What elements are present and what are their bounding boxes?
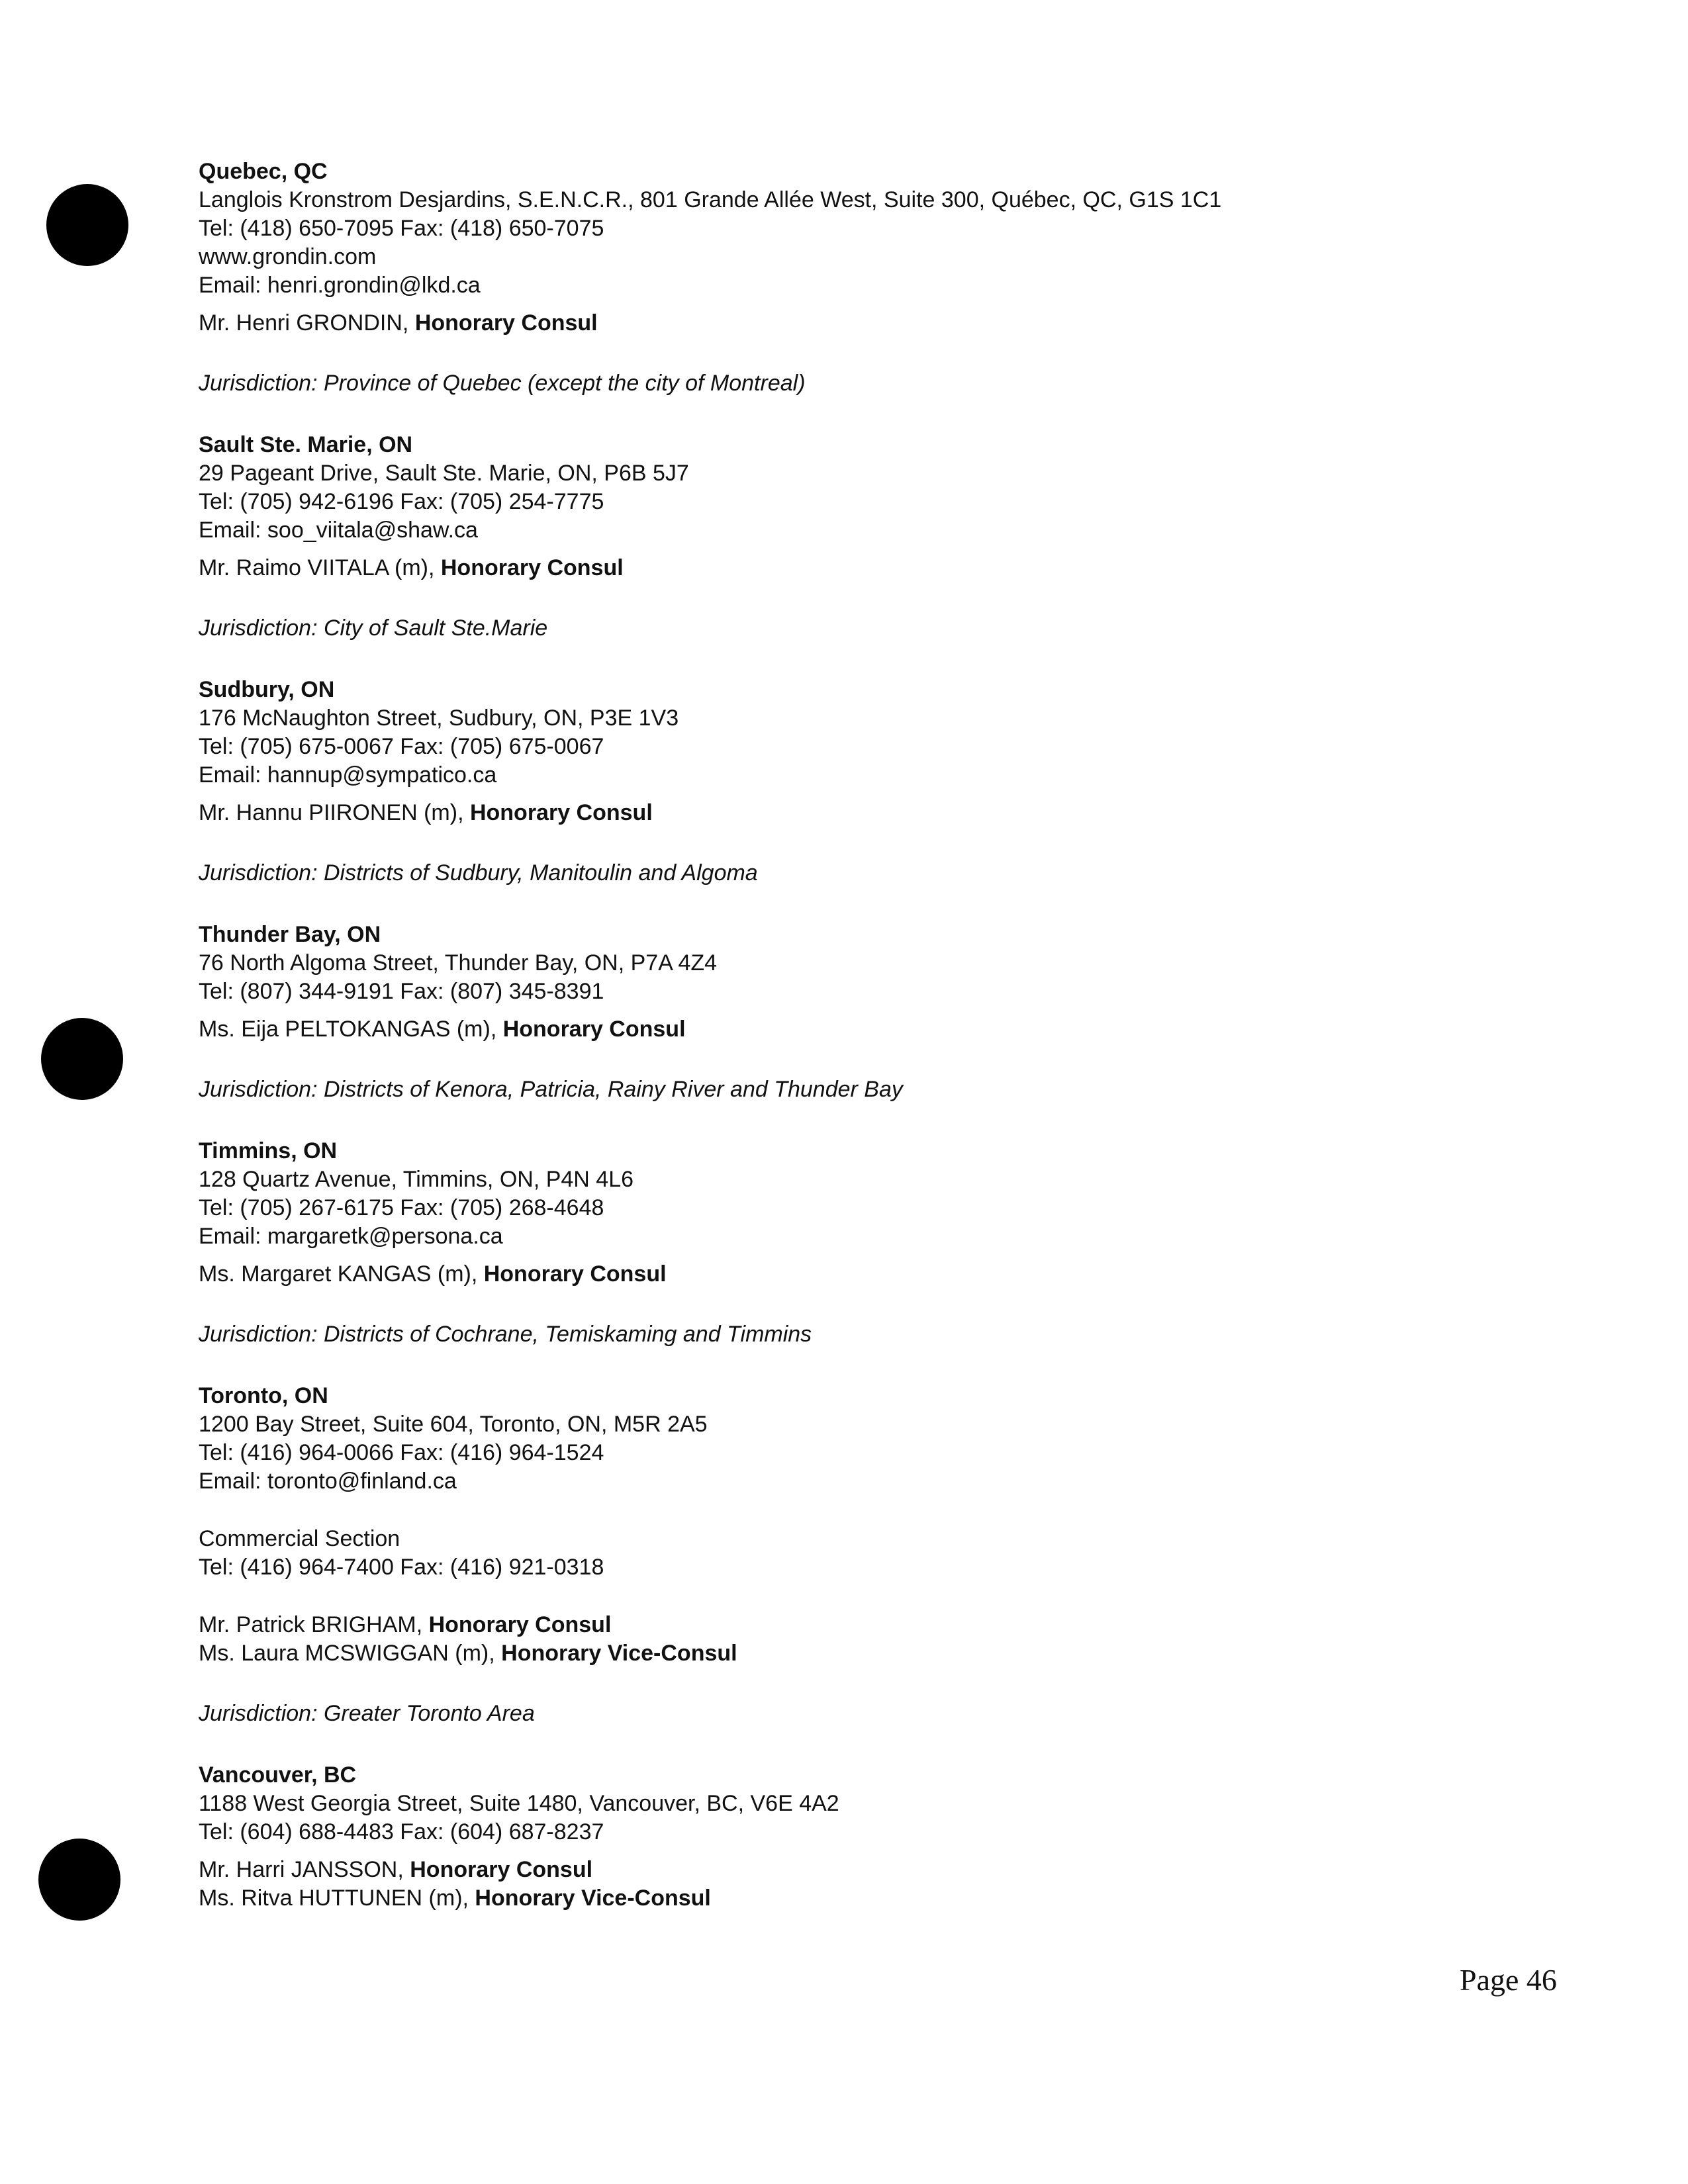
consul-line [199,799,1523,827]
consul-title: Honorary Consul [410,1857,593,1882]
entry-toronto [199,1382,1523,1728]
address-line: 76 North Algoma Street, Thunder Bay, ON, P7A 4Z4 [199,950,718,976]
city-heading: Quebec, QC [199,159,328,184]
page-number: Page 46 [1460,1963,1557,1997]
consul-name: Mr. Raimo VIITALA (m), [199,555,441,580]
email-line: Email: soo_viitala@shaw.ca [199,518,478,543]
consul-name: Ms. Ritva HUTTUNEN (m), [199,1886,475,1911]
consul-name: Mr. Henri GRONDIN, [199,310,415,336]
consul-line [199,1856,1523,1884]
email-line: Email: henri.grondin@lkd.ca [199,273,481,298]
email-line: Email: toronto@finland.ca [199,1469,457,1494]
address-line: 29 Pageant Drive, Sault Ste. Marie, ON, P6B 5J7 [199,461,689,486]
consul-line [199,1260,1523,1289]
consul-line [199,309,1523,338]
phone-line: Tel: (416) 964-0066 Fax: (416) 964-1524 [199,1440,604,1465]
city-heading: Vancouver, BC [199,1762,357,1788]
city-heading: Sudbury, ON [199,677,335,702]
punch-hole-middle [41,1018,123,1100]
jurisdiction: Jurisdiction: Districts of Cochrane, Temiskaming and Timmins [199,1322,812,1347]
punch-hole-top [46,184,128,266]
entry-timmins [199,1137,1523,1349]
commercial-section [199,1525,1523,1582]
phone-line: Tel: (705) 267-6175 Fax: (705) 268-4648 [199,1195,604,1220]
city-heading: Sault Ste. Marie, ON [199,432,413,457]
jurisdiction: Jurisdiction: Districts of Sudbury, Manitoulin and Algoma [199,860,758,886]
consul-name: Ms. Eija PELTOKANGAS (m), [199,1017,503,1042]
consul-line [199,1015,1523,1044]
consul-title: Honorary Consul [483,1261,667,1287]
email-line: Email: margaretk@persona.ca [199,1224,503,1249]
vice-consul-line [199,1639,1523,1668]
jurisdiction: Jurisdiction: City of Sault Ste.Marie [199,615,548,641]
vice-consul-line [199,1884,1523,1913]
consul-name: Ms. Laura MCSWIGGAN (m), [199,1641,502,1666]
entry-quebec [199,158,1523,398]
consul-name: Mr. Harri JANSSON, [199,1857,410,1882]
jurisdiction: Jurisdiction: Greater Toronto Area [199,1701,535,1726]
city-heading: Timmins, ON [199,1138,338,1163]
consul-name: Ms. Margaret KANGAS (m), [199,1261,484,1287]
consul-title: Honorary Consul [440,555,624,580]
address-line: 128 Quartz Avenue, Timmins, ON, P4N 4L6 [199,1167,634,1192]
consul-title: Honorary Consul [502,1017,686,1042]
phone-line: Tel: (705) 942-6196 Fax: (705) 254-7775 [199,489,604,514]
consul-title: Honorary Consul [414,310,598,336]
consul-title: Honorary Vice-Consul [475,1886,711,1911]
consul-list [199,1611,1523,1668]
entry-vancouver [199,1761,1523,1913]
jurisdiction: Jurisdiction: Province of Quebec (except the city of Montreal) [199,371,806,396]
consul-title: Honorary Consul [469,800,653,825]
phone-line: Tel: (418) 650-7095 Fax: (418) 650-7075 [199,216,604,241]
commercial-phone-line: Tel: (416) 964-7400 Fax: (416) 921-0318 [199,1555,604,1580]
consulate-list [199,158,1523,1946]
email-line: Email: hannup@sympatico.ca [199,762,497,788]
phone-line: Tel: (807) 344-9191 Fax: (807) 345-8391 [199,979,604,1004]
consul-name: Mr. Hannu PIIRONEN (m), [199,800,470,825]
website-line: www.grondin.com [199,244,377,269]
commercial-section-label: Commercial Section [199,1526,400,1551]
consul-name: Mr. Patrick BRIGHAM, [199,1612,429,1637]
phone-line: Tel: (604) 688-4483 Fax: (604) 687-8237 [199,1819,604,1844]
address-line: Langlois Kronstrom Desjardins, S.E.N.C.R., 801 Grande Allée West, Suite 300, Québec, QC, G1S 1C1 [199,187,1222,212]
consul-title: Honorary Consul [428,1612,612,1637]
consul-line [199,554,1523,582]
consul-title: Honorary Vice-Consul [501,1641,737,1666]
entry-thunder-bay [199,921,1523,1104]
jurisdiction: Jurisdiction: Districts of Kenora, Patricia, Rainy River and Thunder Bay [199,1077,903,1102]
entry-sault-ste-marie [199,431,1523,643]
city-heading: Thunder Bay, ON [199,922,381,947]
entry-sudbury [199,676,1523,887]
punch-hole-bottom [38,1839,120,1921]
address-line: 1200 Bay Street, Suite 604, Toronto, ON, M5R 2A5 [199,1412,708,1437]
address-line: 1188 West Georgia Street, Suite 1480, Vancouver, BC, V6E 4A2 [199,1791,839,1816]
phone-line: Tel: (705) 675-0067 Fax: (705) 675-0067 [199,734,604,759]
consul-line [199,1611,1523,1639]
address-line: 176 McNaughton Street, Sudbury, ON, P3E 1V3 [199,705,679,731]
city-heading: Toronto, ON [199,1383,328,1408]
